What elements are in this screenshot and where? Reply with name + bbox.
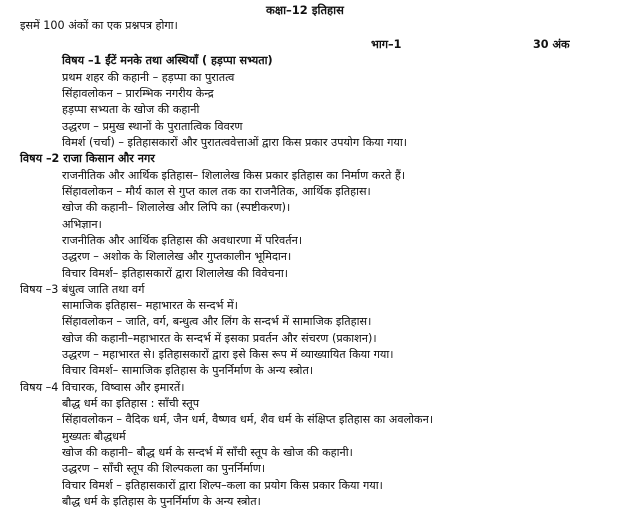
list-item: उद्धरण – प्रमुख स्थानों के पुरातात्विक विवरण — [62, 120, 243, 133]
list-item: विचार विमर्श– इतिहासकारों द्वारा शिलालेख की विवेचना। — [62, 267, 288, 280]
topic-heading: विषय –2 राजा किसान और नगर — [20, 152, 155, 165]
list-item: अभिज्ञान। — [62, 218, 102, 231]
topic-heading: विषय –1 ईंटें मनके तथा अस्थियाँ ( हड़प्पा सभ्यता) — [62, 54, 273, 67]
list-item: राजनीतिक और आर्थिक इतिहास– शिलालेख किस प्रकार इतिहास का निर्माण करते हैं। — [62, 169, 406, 182]
list-item: मुख्यतः बौद्धधर्म — [62, 430, 126, 443]
list-item: उद्धरण – अशोक के शिलालेख और गुप्तकालीन भूमिदान। — [62, 250, 292, 263]
list-item: प्रथम शहर की कहानी – हड़प्पा का पुरातत्व — [62, 71, 235, 84]
topic-heading: विषय –3 बंधुत्व जाति तथा वर्ग — [20, 283, 145, 296]
list-item: विचार विमर्श – इतिहासकारों द्वारा शिल्प–कला का प्रयोग किस प्रकार किया गया। — [62, 479, 383, 492]
list-item: खोज की कहानी–महाभारत के सन्दर्भ में इसका प्रवर्तन और संचरण (प्रकाशन)। — [62, 332, 377, 345]
list-item: बौद्ध धर्म का इतिहास : साँची स्तूप — [62, 397, 200, 410]
part-marks: 30 अंक — [533, 38, 570, 51]
list-item: विचार विमर्श– सामाजिक इतिहास के पुनर्निर्माण के अन्य स्त्रोत। — [62, 364, 314, 377]
list-item: राजनीतिक और आर्थिक इतिहास की अवधारणा में परिवर्तन। — [62, 234, 303, 247]
list-item: खोज की कहानी– शिलालेख और लिपि का (स्पष्टीकरण)। — [62, 201, 291, 214]
list-item: विमर्श (चर्चा) – इतिहासकारों और पुरातत्ववेत्ताओं द्वारा किस प्रकार उपयोग किया गया। — [62, 136, 408, 149]
list-item: उद्धरण – साँची स्तूप की शिल्पकला का पुनर्निर्माण। — [62, 462, 266, 475]
page-title: कक्षा–12 इतिहास — [266, 3, 344, 17]
intro-text: इसमें 100 अंकों का एक प्रश्नपत्र होगा। — [20, 19, 178, 32]
list-item: सिंहावलोकन – जाति, वर्ग, बन्धुत्व और लिंग के सन्दर्भ में सामाजिक इतिहास। — [62, 315, 372, 328]
list-item: बौद्ध धर्म के इतिहास के पुनर्निर्माण के अन्य स्त्रोत। — [62, 495, 261, 508]
list-item: सामाजिक इतिहास– महाभारत के सन्दर्भ में। — [62, 299, 238, 312]
list-item: सिंहावलोकन – वैदिक धर्म, जैन धर्म, वैष्णव धर्म, शैव धर्म के संक्षिप्त इतिहास का अवलोकन। — [62, 413, 434, 426]
part-label: भाग–1 — [371, 38, 402, 51]
list-item: सिंहावलोकन – मौर्य काल से गुप्त काल तक का राजनैतिक, आर्थिक इतिहास। — [62, 185, 371, 198]
list-item: सिंहावलोकन – प्रारम्भिक नगरीय केन्द्र — [62, 87, 214, 100]
list-item: हड़प्पा सभ्यता के खोज की कहानी — [62, 103, 200, 116]
topic-heading: विषय –4 विचारक, विष्वास और इमारतें। — [20, 381, 185, 394]
list-item: उद्धरण – महाभारत से। इतिहासकारों द्वारा इसे किस रूप में व्याख्यायित किया गया। — [62, 348, 394, 361]
list-item: खोज की कहानी– बौद्ध धर्म के सन्दर्भ में साँची स्तूप के खोज की कहानी। — [62, 446, 353, 459]
